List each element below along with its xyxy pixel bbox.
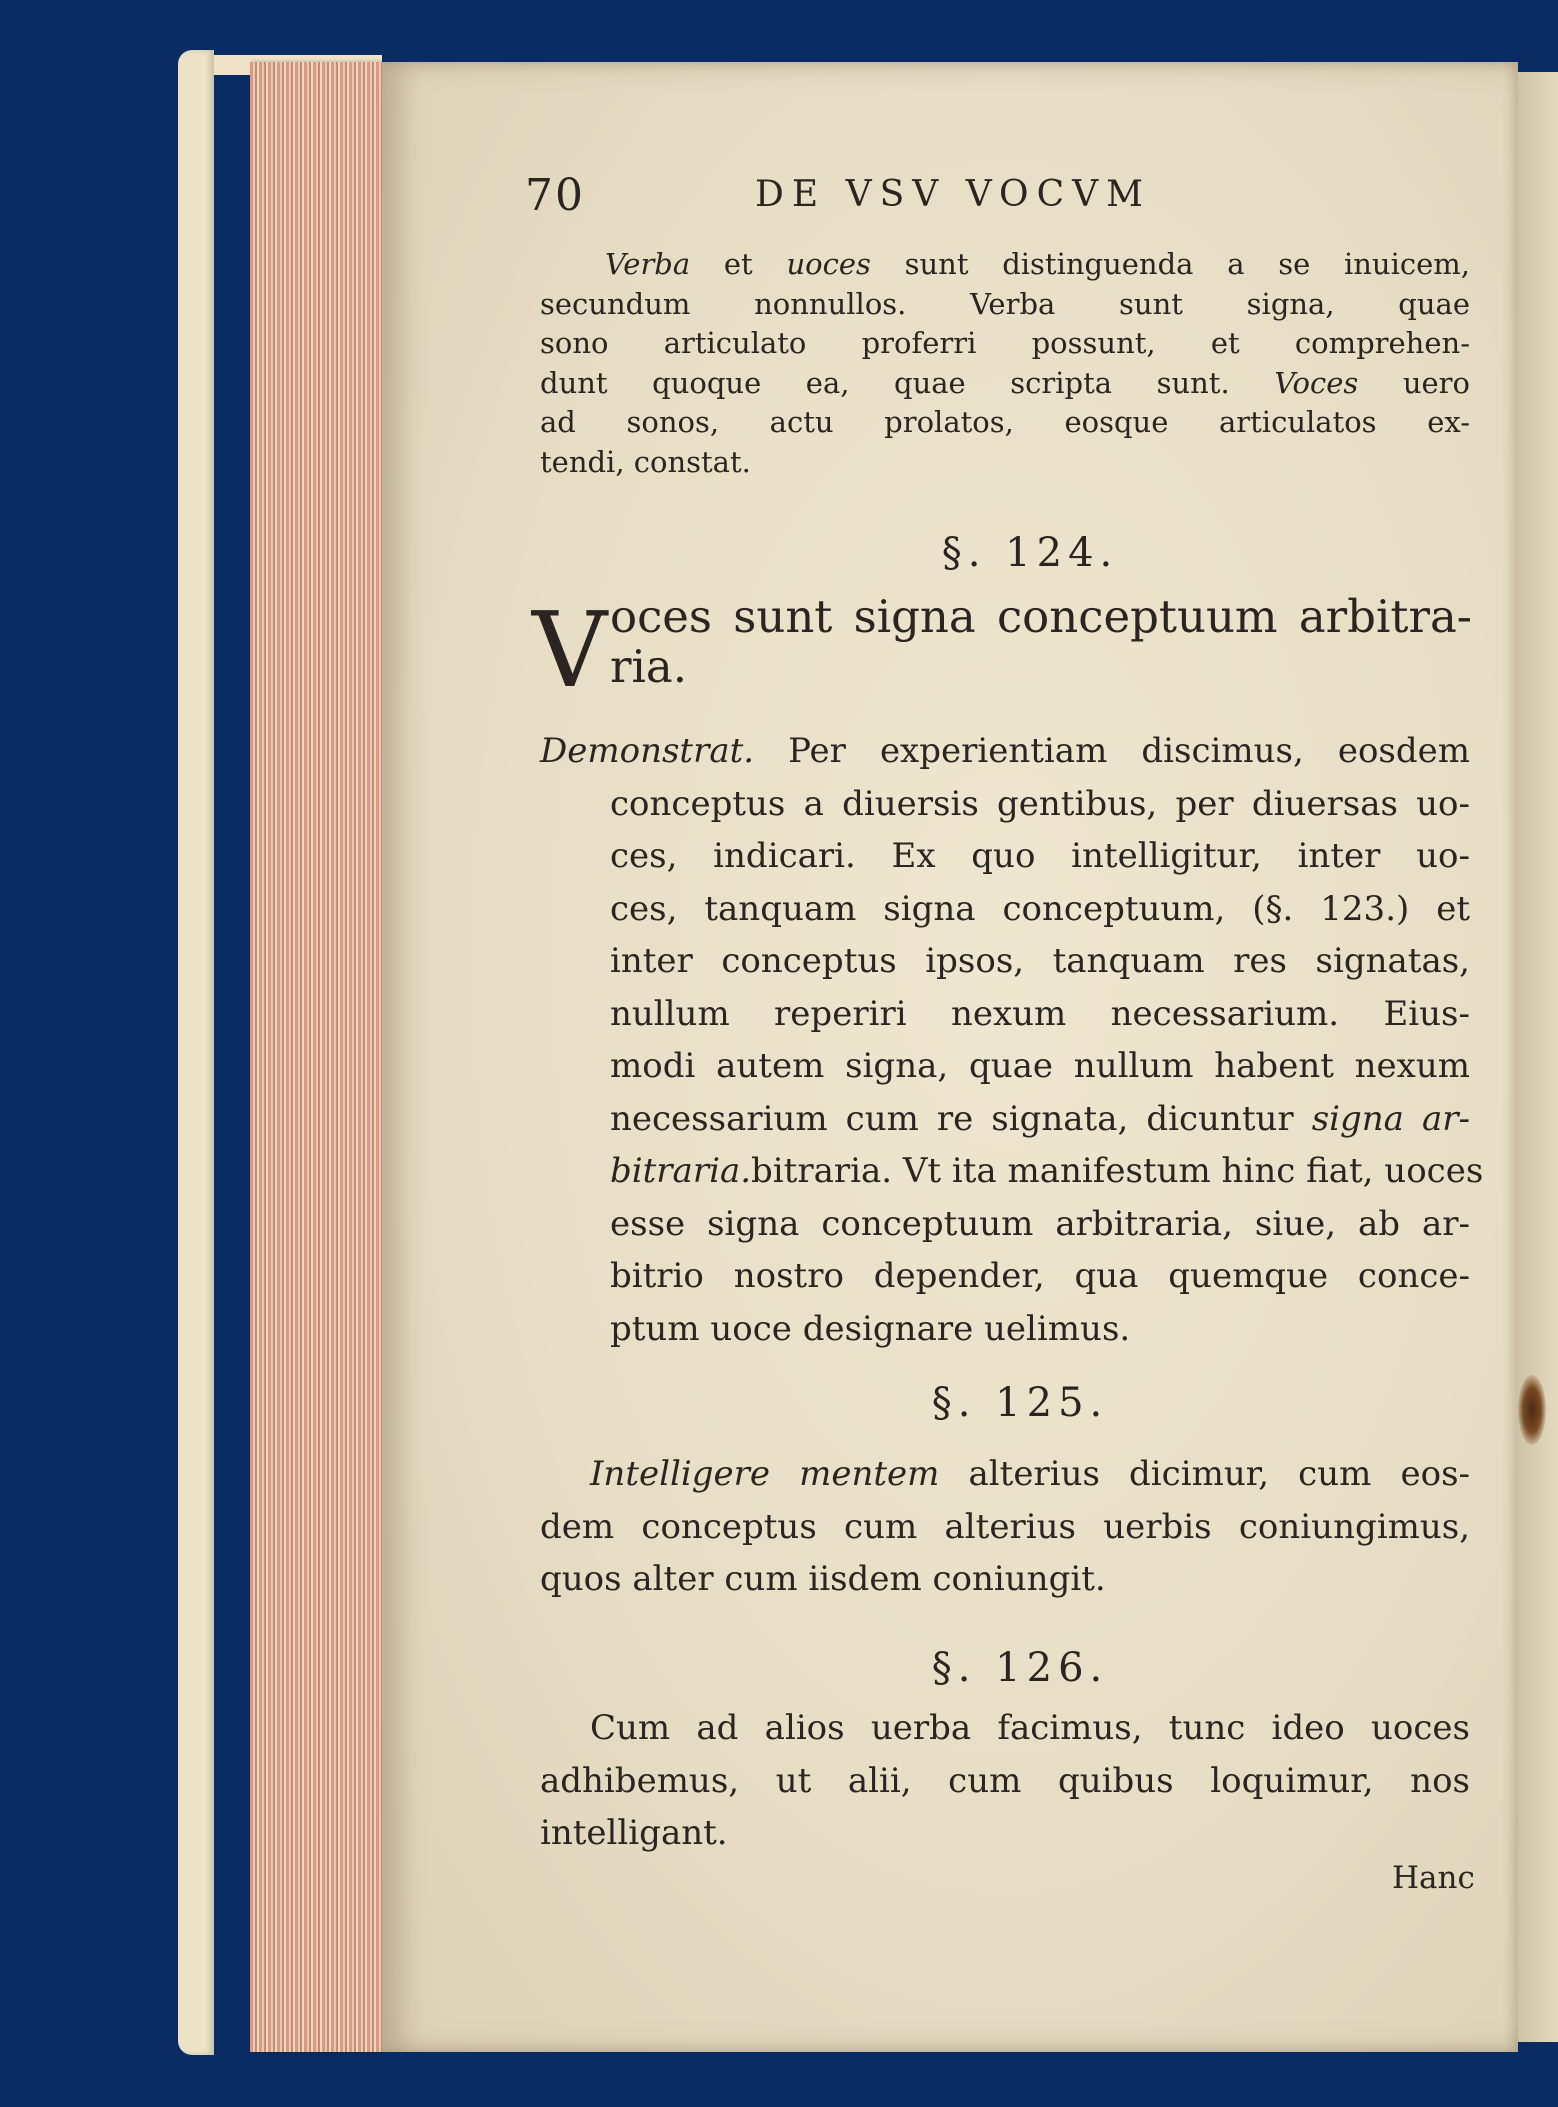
defined-term: Intelligere mentem [590,1454,940,1494]
intro-line: tendi, constat. [540,444,751,479]
demo-line: bitrio nostro depender, qua quemque conce- [610,1256,1470,1296]
page-number: 70 [525,170,585,221]
demo-label: Demonstrat. [540,731,755,771]
s126-line: adhibemus, ut alii, cum quibus loquimur, nos [540,1760,1470,1801]
section-mark-124: §. 124. [941,530,1119,576]
def-line: Intelligere mentem alterius dicimur, cum eos- [590,1454,1471,1494]
intro-line: ad sonos, actu prolatos, eosque articulatos ex- [540,405,1470,439]
demo-line: bitraria.bitraria. Vt ita manifestum hinc fiat, uoces [610,1151,1484,1191]
demo-line: ptum uoce designare uelimus. [610,1308,1131,1349]
demo-line: ces, tanquam signa conceptuum, (§. 123.) et [610,888,1470,929]
catchword: Hanc [1392,1860,1475,1896]
drop-cap: V [532,589,608,711]
demo-line: inter conceptus ipsos, tanquam res signatas, [610,941,1470,981]
running-head [525,170,1525,220]
demo-line: ces, indicari. Ex quo intelligitur, inter uo- [610,836,1470,876]
section-126-paragraph [540,1702,1470,1860]
demonstration-paragraph [540,725,1484,1355]
def-line: quos alter cum iisdem coniungit. [540,1559,1106,1599]
section-mark-126: §. 126. [931,1645,1109,1691]
demo-line: esse signa conceptuum arbitraria, siue, ab ar- [610,1203,1470,1244]
intro-line: sono articulato proferri possunt, et comprehen- [540,326,1470,360]
s126-line: Cum ad alios uerba facimus, tunc ideo uoces [590,1708,1470,1748]
demo-line: modi autem signa, quae nullum habent nexum [610,1046,1470,1086]
demo-line: conceptus a diuersis gentibus, per diuersas uo- [610,783,1470,824]
intro-line: Verba et uoces sunt distinguenda a se inuicem, [605,247,1470,281]
running-title: DE VSV VOCVM [755,174,1151,215]
demo-line: Demonstrat. Per experientiam discimus, eosdem [540,731,1470,771]
definition-paragraph [540,1448,1470,1606]
intro-line: secundum nonnullos. Verba sunt signa, quae [540,286,1470,321]
s126-line: intelligant. [540,1813,728,1853]
demo-line: nullum reperiri nexum necessarium. Eius- [610,993,1470,1034]
intro-line: dunt quoque ea, quae scripta sunt. Voces uero [540,365,1470,400]
def-line: dem conceptus cum alterius uerbis coniungimus, [540,1506,1470,1547]
thesis-statement: oces sunt signa conceptuum arbitra- ria. [610,590,1472,693]
section-mark-125: §. 125. [931,1380,1109,1426]
demo-line: necessarium cum re signata, dicuntur signa ar- [610,1098,1470,1139]
intro-paragraph [540,245,1470,482]
